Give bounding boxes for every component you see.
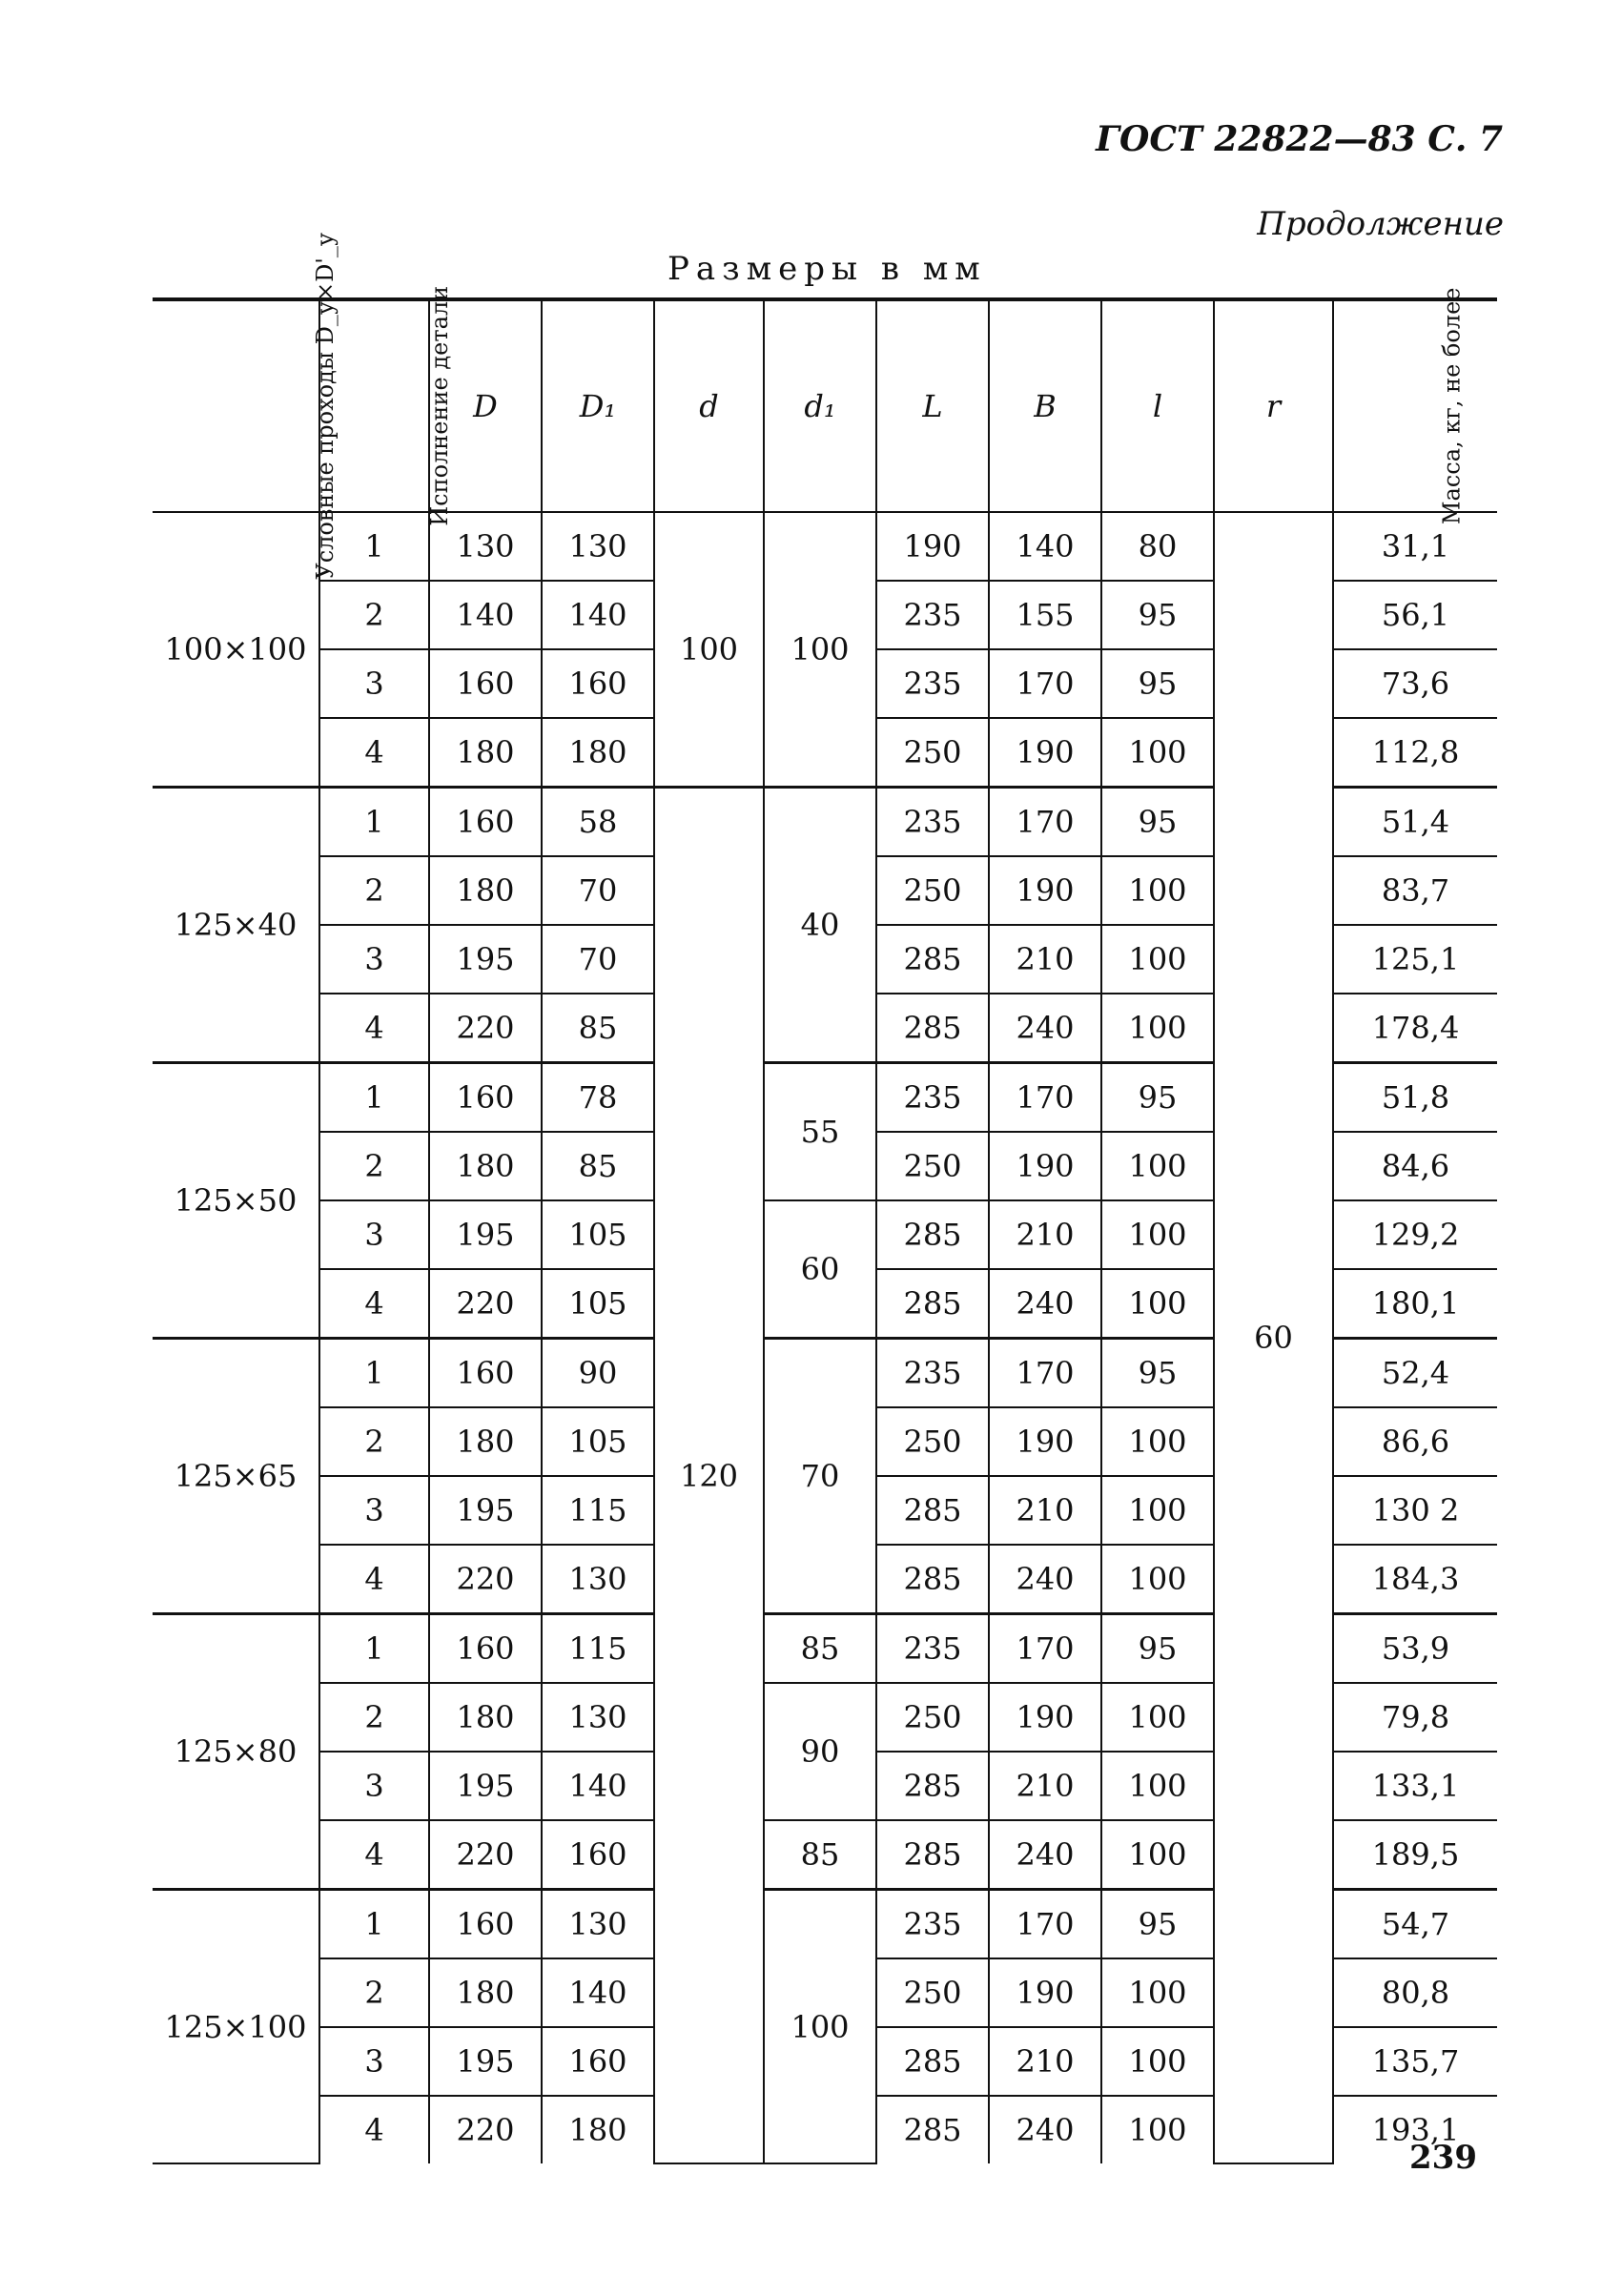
cell-D1: 70	[542, 925, 654, 994]
cell-D: 180	[429, 718, 542, 788]
cell-D: 195	[429, 1752, 542, 1820]
units-caption: Размеры в мм	[667, 250, 987, 288]
header-l: l	[1101, 299, 1214, 512]
cell-D1: 140	[542, 581, 654, 649]
cell-mass: 193,1	[1333, 2096, 1497, 2163]
cell-D1: 180	[542, 2096, 654, 2163]
cell-mass: 56,1	[1333, 581, 1497, 649]
cell-l: 100	[1101, 1407, 1214, 1476]
cell-L: 285	[876, 1269, 989, 1339]
cell-D1: 130	[542, 1545, 654, 1614]
cell-D: 130	[429, 512, 542, 581]
cell-B: 210	[989, 1752, 1101, 1820]
cell-D: 160	[429, 1339, 542, 1408]
header-version: Исполнение детали	[319, 299, 429, 512]
cell-B: 170	[989, 788, 1101, 857]
cell-l: 100	[1101, 1545, 1214, 1614]
cell-D1: 115	[542, 1476, 654, 1545]
cell-D1: 130	[542, 1683, 654, 1752]
header-d1: d₁	[764, 299, 876, 512]
header-D1: D₁	[542, 299, 654, 512]
cell-B: 170	[989, 649, 1101, 718]
cell-mass: 112,8	[1333, 718, 1497, 788]
cell-B: 240	[989, 1820, 1101, 1890]
cell-D1: 105	[542, 1200, 654, 1269]
cell-version: 3	[319, 2027, 429, 2096]
cell-B: 190	[989, 718, 1101, 788]
cell-B: 240	[989, 1269, 1101, 1339]
cell-L: 285	[876, 925, 989, 994]
cell-D: 180	[429, 856, 542, 925]
cell-D1: 85	[542, 994, 654, 1063]
cell-d1: 100	[764, 1890, 876, 2164]
cell-mass: 73,6	[1333, 649, 1497, 718]
table-header-row	[153, 299, 1497, 512]
cell-L: 235	[876, 1063, 989, 1133]
cell-l: 95	[1101, 1063, 1214, 1133]
cell-D: 160	[429, 649, 542, 718]
document-code: ГОСТ 22822—83 С. 7	[1096, 119, 1503, 159]
cell-B: 210	[989, 2027, 1101, 2096]
cell-d1: 100	[764, 512, 876, 788]
cell-bore: 125×100	[153, 1890, 319, 2164]
cell-l: 100	[1101, 1958, 1214, 2027]
cell-version: 4	[319, 994, 429, 1063]
cell-bore: 125×40	[153, 788, 319, 1063]
header-mass: Масса, кг, не более	[1333, 299, 1497, 512]
cell-l: 80	[1101, 512, 1214, 581]
cell-version: 3	[319, 649, 429, 718]
cell-D: 220	[429, 994, 542, 1063]
cell-d1: 70	[764, 1339, 876, 1614]
cell-D: 160	[429, 1614, 542, 1684]
header-d: d	[654, 299, 764, 512]
cell-D1: 105	[542, 1407, 654, 1476]
cell-bore: 125×80	[153, 1614, 319, 1890]
cell-mass: 80,8	[1333, 1958, 1497, 2027]
cell-L: 250	[876, 1683, 989, 1752]
cell-L: 235	[876, 788, 989, 857]
cell-L: 250	[876, 718, 989, 788]
cell-D1: 130	[542, 1890, 654, 1959]
cell-d1: 55	[764, 1063, 876, 1201]
cell-mass: 133,1	[1333, 1752, 1497, 1820]
cell-l: 100	[1101, 1269, 1214, 1339]
cell-mass: 189,5	[1333, 1820, 1497, 1890]
cell-D: 160	[429, 1890, 542, 1959]
cell-L: 285	[876, 2027, 989, 2096]
cell-D: 195	[429, 1476, 542, 1545]
cell-version: 2	[319, 1407, 429, 1476]
cell-l: 95	[1101, 1339, 1214, 1408]
cell-B: 240	[989, 2096, 1101, 2163]
header-D: D	[429, 299, 542, 512]
cell-version: 4	[319, 1820, 429, 1890]
cell-L: 250	[876, 856, 989, 925]
cell-d: 100	[654, 512, 764, 788]
cell-D1: 70	[542, 856, 654, 925]
cell-version: 1	[319, 1339, 429, 1408]
cell-B: 240	[989, 994, 1101, 1063]
cell-D: 195	[429, 2027, 542, 2096]
cell-D: 180	[429, 1407, 542, 1476]
cell-L: 285	[876, 1200, 989, 1269]
cell-D1: 140	[542, 1958, 654, 2027]
cell-l: 100	[1101, 994, 1214, 1063]
cell-L: 250	[876, 1958, 989, 2027]
cell-l: 95	[1101, 581, 1214, 649]
cell-mass: 86,6	[1333, 1407, 1497, 1476]
cell-D: 195	[429, 1200, 542, 1269]
cell-B: 190	[989, 1683, 1101, 1752]
cell-l: 100	[1101, 718, 1214, 788]
cell-mass: 54,7	[1333, 1890, 1497, 1959]
cell-l: 95	[1101, 1890, 1214, 1959]
cell-D: 160	[429, 1063, 542, 1133]
cell-D1: 105	[542, 1269, 654, 1339]
cell-l: 100	[1101, 2096, 1214, 2163]
cell-version: 2	[319, 581, 429, 649]
cell-mass: 31,1	[1333, 512, 1497, 581]
cell-D: 220	[429, 1545, 542, 1614]
cell-L: 235	[876, 1339, 989, 1408]
cell-mass: 130 2	[1333, 1476, 1497, 1545]
cell-l: 100	[1101, 856, 1214, 925]
cell-D: 180	[429, 1958, 542, 2027]
cell-version: 2	[319, 856, 429, 925]
cell-version: 1	[319, 1614, 429, 1684]
cell-mass: 53,9	[1333, 1614, 1497, 1684]
cell-l: 100	[1101, 1132, 1214, 1200]
cell-D1: 85	[542, 1132, 654, 1200]
cell-l: 95	[1101, 1614, 1214, 1684]
cell-B: 170	[989, 1614, 1101, 1684]
cell-B: 210	[989, 1200, 1101, 1269]
cell-D1: 160	[542, 649, 654, 718]
cell-D1: 90	[542, 1339, 654, 1408]
cell-D: 180	[429, 1132, 542, 1200]
cell-D: 220	[429, 1820, 542, 1890]
cell-B: 170	[989, 1063, 1101, 1133]
cell-mass: 184,3	[1333, 1545, 1497, 1614]
page-number: 239	[1409, 2139, 1477, 2177]
cell-B: 240	[989, 1545, 1101, 1614]
cell-d1: 85	[764, 1820, 876, 1890]
cell-D: 160	[429, 788, 542, 857]
cell-bore: 100×100	[153, 512, 319, 788]
cell-B: 190	[989, 1407, 1101, 1476]
cell-mass: 84,6	[1333, 1132, 1497, 1200]
table-body	[153, 512, 1497, 2163]
cell-mass: 178,4	[1333, 994, 1497, 1063]
cell-D1: 160	[542, 2027, 654, 2096]
cell-bore: 125×50	[153, 1063, 319, 1339]
cell-D1: 115	[542, 1614, 654, 1684]
cell-l: 100	[1101, 1752, 1214, 1820]
cell-l: 100	[1101, 2027, 1214, 2096]
cell-d1: 85	[764, 1614, 876, 1684]
cell-version: 4	[319, 1269, 429, 1339]
cell-version: 1	[319, 788, 429, 857]
cell-version: 1	[319, 1890, 429, 1959]
cell-mass: 83,7	[1333, 856, 1497, 925]
cell-version: 3	[319, 925, 429, 994]
header-r: r	[1214, 299, 1333, 512]
cell-version: 1	[319, 1063, 429, 1133]
cell-version: 1	[319, 512, 429, 581]
cell-l: 100	[1101, 1683, 1214, 1752]
cell-B: 170	[989, 1339, 1101, 1408]
cell-D1: 180	[542, 718, 654, 788]
cell-mass: 79,8	[1333, 1683, 1497, 1752]
table-row	[153, 512, 1497, 581]
cell-version: 4	[319, 1545, 429, 1614]
header-L: L	[876, 299, 989, 512]
cell-version: 2	[319, 1132, 429, 1200]
cell-mass: 180,1	[1333, 1269, 1497, 1339]
cell-B: 190	[989, 1132, 1101, 1200]
header-B: B	[989, 299, 1101, 512]
cell-D: 140	[429, 581, 542, 649]
cell-mass: 129,2	[1333, 1200, 1497, 1269]
continuation-label: Продолжение	[1257, 205, 1504, 243]
cell-B: 155	[989, 581, 1101, 649]
cell-L: 285	[876, 994, 989, 1063]
cell-D1: 140	[542, 1752, 654, 1820]
cell-L: 285	[876, 1545, 989, 1614]
cell-B: 210	[989, 925, 1101, 994]
cell-version: 3	[319, 1200, 429, 1269]
cell-D1: 130	[542, 512, 654, 581]
cell-l: 100	[1101, 1476, 1214, 1545]
cell-version: 3	[319, 1476, 429, 1545]
cell-L: 285	[876, 1476, 989, 1545]
cell-L: 235	[876, 649, 989, 718]
cell-L: 285	[876, 1752, 989, 1820]
cell-l: 100	[1101, 1820, 1214, 1890]
cell-mass: 135,7	[1333, 2027, 1497, 2096]
cell-mass: 125,1	[1333, 925, 1497, 994]
cell-L: 235	[876, 581, 989, 649]
cell-D1: 160	[542, 1820, 654, 1890]
header-nominal-bore: Условные проходы D_у×D'_у	[153, 299, 319, 512]
cell-B: 140	[989, 512, 1101, 581]
cell-r: 60	[1214, 512, 1333, 2163]
cell-D: 220	[429, 2096, 542, 2163]
cell-l: 100	[1101, 925, 1214, 994]
cell-mass: 52,4	[1333, 1339, 1497, 1408]
cell-d1: 90	[764, 1683, 876, 1820]
cell-B: 190	[989, 1958, 1101, 2027]
cell-D: 180	[429, 1683, 542, 1752]
cell-version: 2	[319, 1958, 429, 2027]
cell-D1: 78	[542, 1063, 654, 1133]
cell-L: 285	[876, 2096, 989, 2163]
cell-d: 120	[654, 788, 764, 2164]
cell-mass: 51,8	[1333, 1063, 1497, 1133]
cell-mass: 51,4	[1333, 788, 1497, 857]
cell-L: 250	[876, 1407, 989, 1476]
cell-l: 95	[1101, 788, 1214, 857]
cell-B: 190	[989, 856, 1101, 925]
cell-d1: 40	[764, 788, 876, 1063]
cell-L: 235	[876, 1890, 989, 1959]
cell-L: 285	[876, 1820, 989, 1890]
cell-version: 4	[319, 718, 429, 788]
cell-L: 250	[876, 1132, 989, 1200]
cell-B: 210	[989, 1476, 1101, 1545]
cell-D1: 58	[542, 788, 654, 857]
cell-D: 220	[429, 1269, 542, 1339]
cell-version: 2	[319, 1683, 429, 1752]
cell-bore: 125×65	[153, 1339, 319, 1614]
cell-D: 195	[429, 925, 542, 994]
cell-L: 190	[876, 512, 989, 581]
cell-L: 235	[876, 1614, 989, 1684]
cell-d1: 60	[764, 1200, 876, 1339]
cell-l: 100	[1101, 1200, 1214, 1269]
cell-B: 170	[989, 1890, 1101, 1959]
cell-version: 3	[319, 1752, 429, 1820]
cell-version: 4	[319, 2096, 429, 2163]
cell-l: 95	[1101, 649, 1214, 718]
